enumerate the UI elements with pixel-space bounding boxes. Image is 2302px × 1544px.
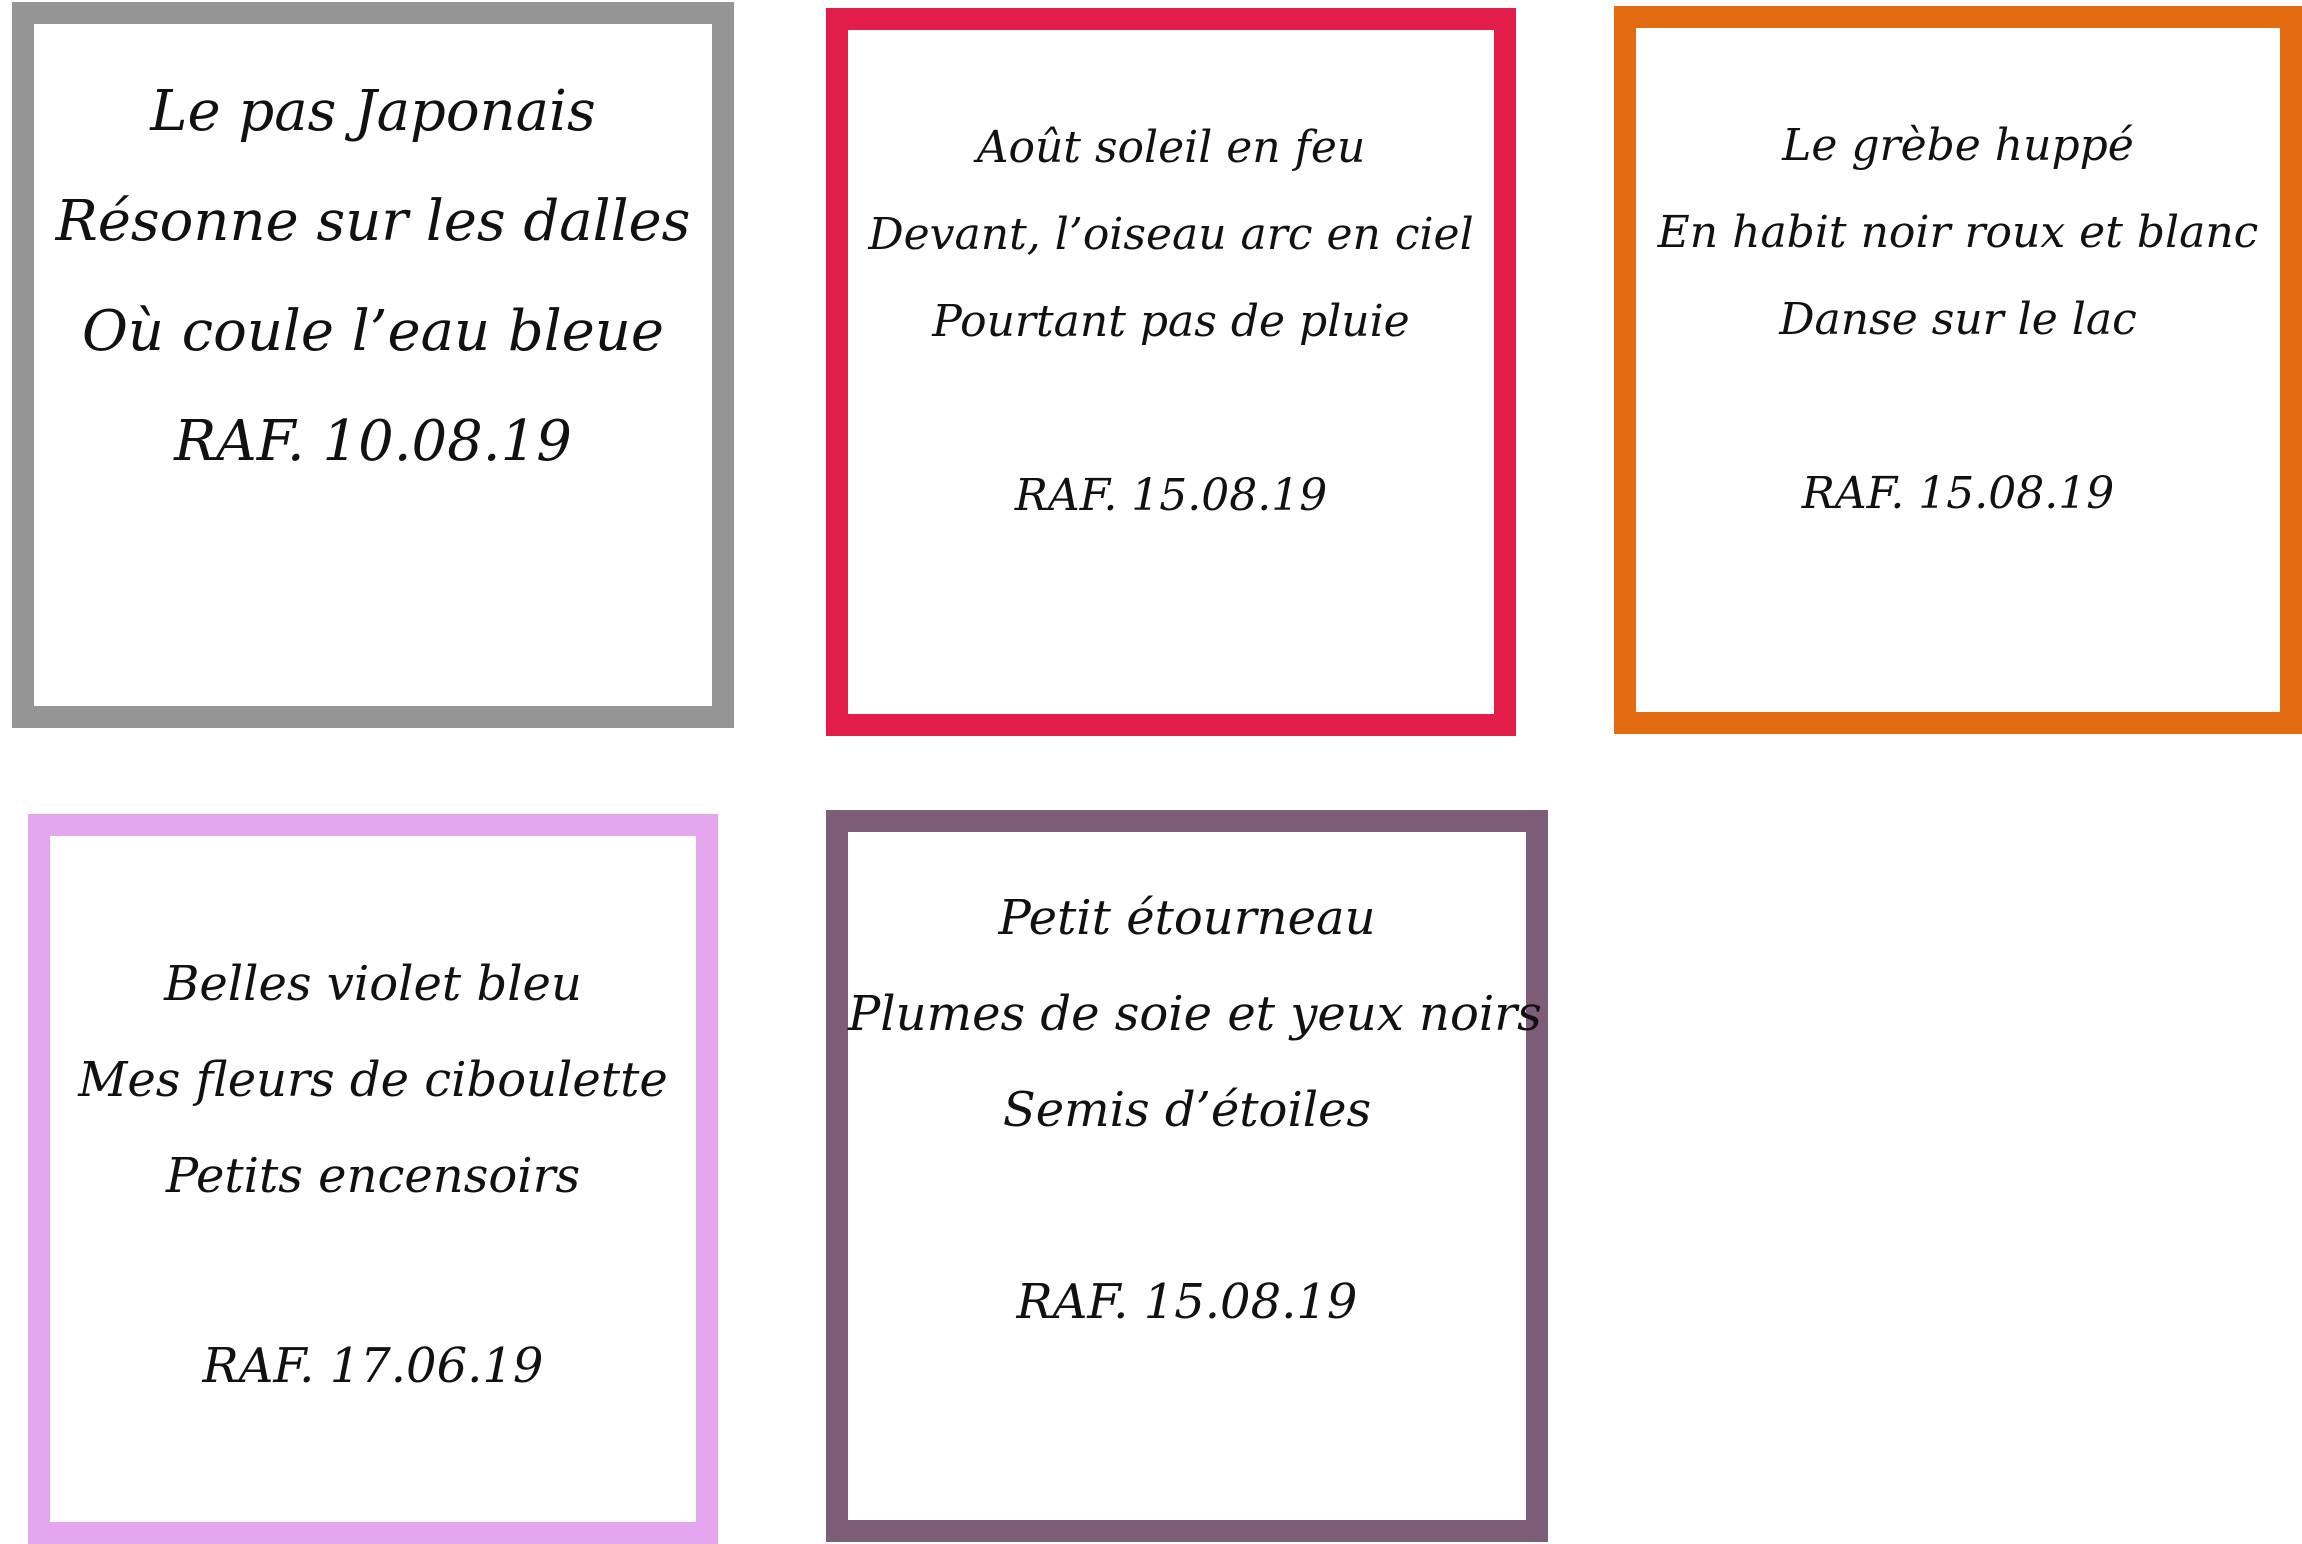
poem-line-3: Danse sur le lac — [1779, 294, 2137, 345]
poem-line-2: En habit noir roux et blanc — [1657, 207, 2259, 258]
haiku-card-japanese-step — [12, 2, 734, 728]
poem-line-3: Petits encensoirs — [165, 1148, 581, 1204]
poem-line-1: Belles violet bleu — [164, 956, 582, 1012]
poem-line-1: Le pas Japonais — [150, 79, 596, 144]
poem-line-2: Plumes de soie et yeux noirs — [848, 986, 1542, 1042]
poem-line-1: Petit étourneau — [998, 890, 1376, 946]
haiku-card-august-sun — [826, 8, 1516, 736]
poem-line-3: Pourtant pas de pluie — [932, 296, 1410, 347]
signature-date: RAF. 15.08.19 — [1801, 468, 2115, 519]
signature-date: RAF. 10.08.19 — [174, 409, 572, 474]
haiku-card-chive-flowers — [28, 814, 718, 1544]
signature-date: RAF. 15.08.19 — [1016, 1274, 1358, 1330]
poem-line-3: Où coule l’eau bleue — [82, 299, 664, 364]
haiku-card-starling — [826, 810, 1548, 1542]
poem-line-2: Résonne sur les dalles — [55, 189, 691, 254]
signature-date: RAF. 15.08.19 — [1014, 470, 1328, 521]
poem-line-2: Devant, l’oiseau arc en ciel — [868, 209, 1474, 260]
card-inner-frame — [46, 832, 700, 1526]
card-inner-frame — [844, 828, 1542, 1524]
poem-line-1: Août soleil en feu — [976, 122, 1366, 173]
card-inner-frame — [844, 26, 1498, 718]
card-inner-frame — [30, 20, 716, 710]
haiku-card-grebe — [1614, 6, 2302, 734]
signature-date: RAF. 17.06.19 — [202, 1338, 544, 1394]
poem-line-2: Mes fleurs de ciboulette — [78, 1052, 668, 1108]
poem-line-3: Semis d’étoiles — [1002, 1082, 1372, 1138]
card-inner-frame — [1632, 24, 2284, 716]
poem-line-1: Le grèbe huppé — [1782, 120, 2134, 171]
